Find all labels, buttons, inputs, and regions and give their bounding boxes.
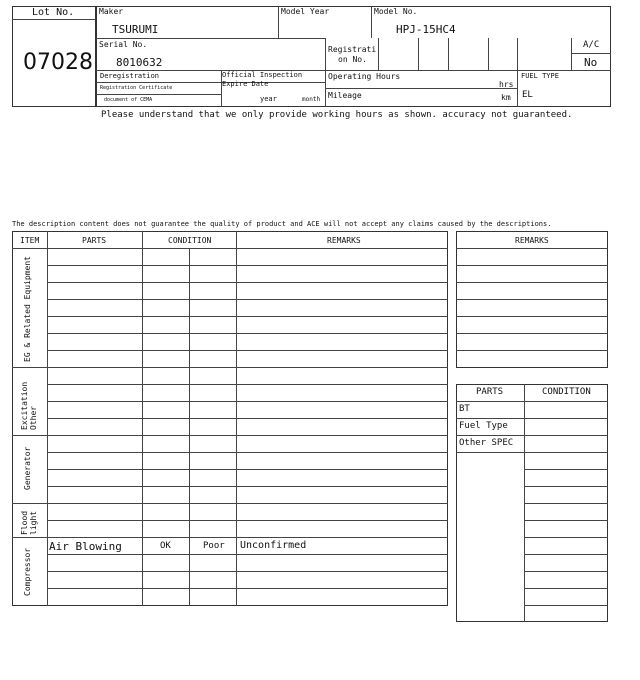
serial-label: Serial No. (99, 40, 148, 49)
deregistration-label: Deregistration (100, 72, 160, 80)
side-row-fuel-type: Fuel Type (459, 421, 508, 431)
maker-value: TSURUMI (112, 23, 159, 36)
lot-number: 07028 (23, 50, 93, 75)
cema-document-label: document of CEMA (104, 97, 153, 103)
side-remarks-header: REMARKS (515, 236, 549, 245)
inspection-label-2: Expire Date (222, 80, 269, 88)
section-compressor: Compressor (23, 547, 32, 596)
registration-label: Registrati (328, 45, 377, 54)
side-row-bt: BT (459, 404, 470, 414)
ac-value: No (584, 56, 598, 69)
disclaimer: The description content does not guarantee the quality of product and ACE will not accept any claims caused by the descriptions. (12, 220, 552, 228)
section-generator: Generator (23, 446, 32, 490)
hrs-label: hrs (499, 80, 514, 89)
fuel-type-value: EL (522, 90, 533, 100)
section-eg-related-equipment: EG & Related Equipment (23, 256, 32, 362)
section-floodlight: Floodlight (20, 510, 38, 535)
remarks-header: REMARKS (327, 236, 361, 245)
inspection-label: Official Inspection (222, 71, 303, 79)
registration-label-2: on No. (338, 55, 367, 64)
side-row-other-spec: Other SPEC (459, 438, 514, 448)
condition-ok: OK (160, 541, 171, 551)
model-no-label: Model No. (374, 7, 418, 16)
hours-notice: Please understand that we only provide working hours as shown. accuracy not guaranteed. (101, 110, 573, 120)
side-condition-header: CONDITION (542, 387, 591, 397)
side-parts-header: PARTS (476, 387, 504, 397)
lot-label: Lot No. (32, 7, 75, 18)
fuel-type-label: FUEL TYPE (521, 72, 559, 80)
section-excitation-other: Excitation Other (20, 381, 38, 430)
condition-header: CONDITION (168, 236, 212, 245)
ac-label: A/C (583, 40, 600, 50)
model-year-label: Model Year (281, 7, 330, 16)
serial-value: 8010632 (116, 56, 163, 69)
registration-certificate-label: Registration Certificate (100, 85, 173, 91)
item-header: ITEM (20, 236, 40, 245)
mileage-label: Mileage (328, 91, 362, 100)
maker-label: Maker (99, 7, 124, 16)
year-label: year (260, 95, 277, 103)
month-label: month (302, 96, 321, 103)
operating-hours-label: Operating Hours (328, 72, 401, 81)
parts-header: PARTS (82, 236, 107, 245)
remarks-unconfirmed: Unconfirmed (240, 540, 307, 551)
km-label: km (501, 93, 511, 102)
model-no-value: HPJ-15HC4 (396, 23, 456, 36)
condition-poor: Poor (203, 541, 225, 551)
part-air-blowing: Air Blowing (49, 540, 122, 553)
